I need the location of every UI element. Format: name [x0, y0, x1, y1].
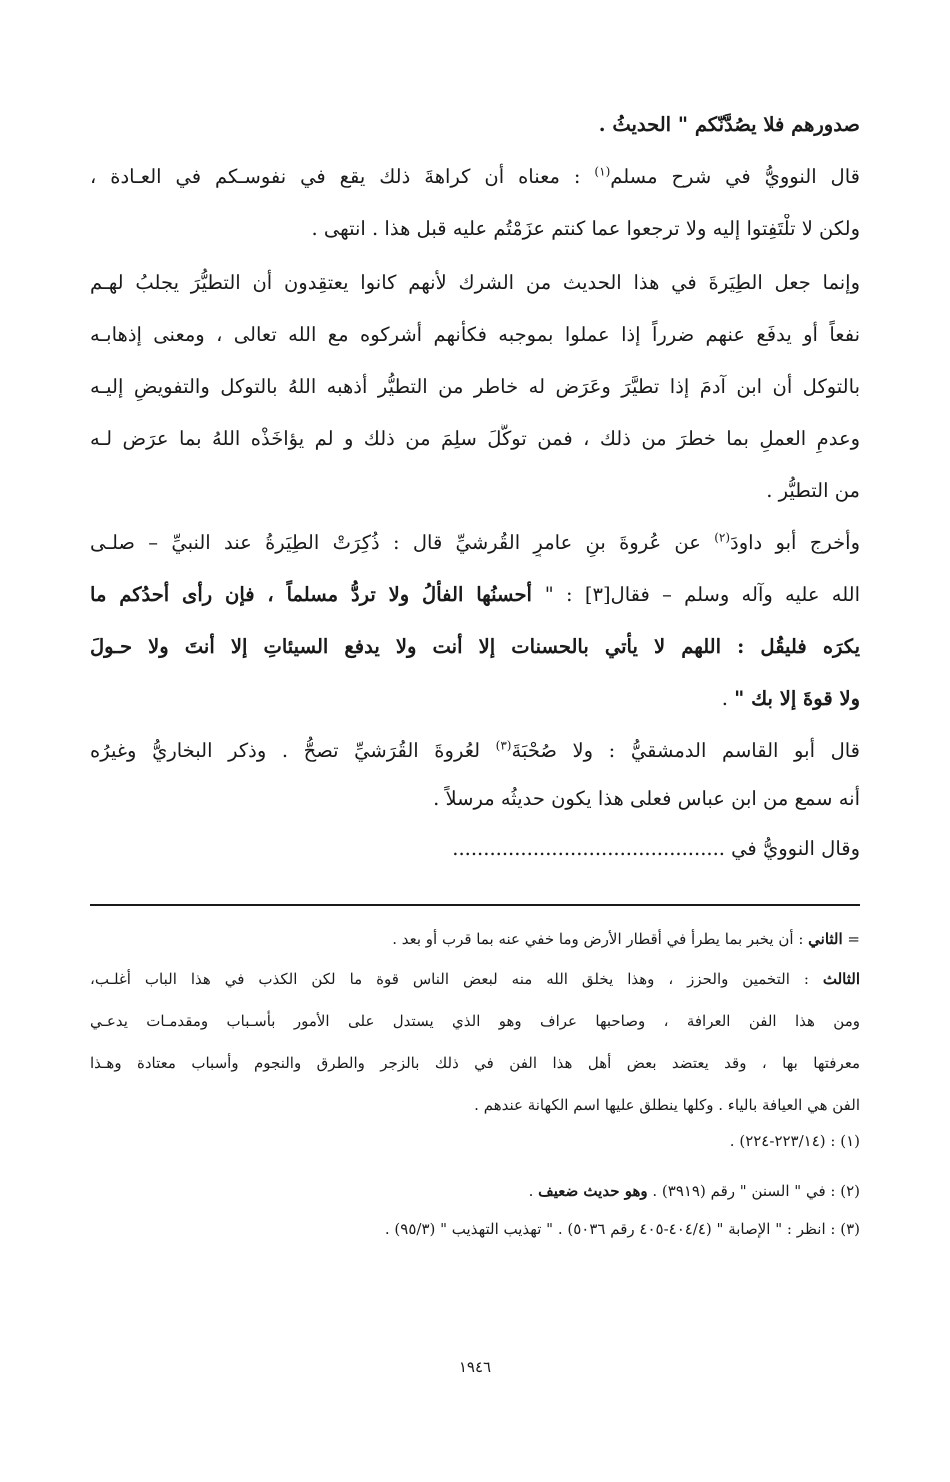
text-span: ومن هذا الفن العرافة ، وصاحبها عراف وهو الذي يستدل على الأمور بأسـباب ومقدمـات يدعـي — [90, 1012, 860, 1030]
text-span: عن عُروةَ بنِ عامرٍ القُرشيِّ قال : ذُكِرَتْ الطِيَرةُ عند النبيِّ – صلـى — [90, 531, 715, 554]
text-span: الثالث — [822, 970, 860, 988]
text-line — [90, 528, 860, 557]
text-span: وأخرج أبو داودَ — [730, 531, 860, 554]
footnote-line — [90, 1130, 860, 1153]
footnote-entry: (٣) : انظر : " الإصابة " (٤٠٤/٤-٤٠٥ رقم ٥٠٣٦) . " تهذيب التهذيب " (٩٥/٣) . — [384, 1220, 860, 1238]
text-span: من التطيُّر . — [766, 479, 860, 502]
text-span: قال النوويُّ في شرح مسلم — [610, 165, 860, 188]
text-line — [90, 162, 860, 191]
text-span: : أن يخبر بما يطرأ في أقطار الأرض وما خفي عنه بما قرب أو بعد . — [392, 930, 809, 948]
text-line — [90, 736, 860, 765]
text-line — [90, 268, 860, 297]
text-line — [90, 784, 860, 813]
footnote-ref: (٣) — [495, 738, 512, 753]
footnote-line — [90, 968, 860, 991]
text-span: . — [721, 687, 735, 710]
footnote-ref: (١) — [594, 164, 611, 179]
text-span: الثاني — [808, 930, 843, 948]
hadith-text: ولا قوةَ إلا بك " — [734, 687, 860, 710]
text-span: نفعاً أو يدفَع عنهم ضرراً إذا عملوا بموجبه فكأنهم أشركوه مع الله تعالى ، ومعنى إذهابـه — [90, 323, 860, 346]
footnote-line — [90, 1180, 860, 1203]
text-line — [90, 834, 860, 863]
text-span: الفن هي العيافة بالياء . وكلها ينطلق عليها اسم الكهانة عندهم . — [474, 1096, 860, 1114]
text-span: وعدمِ العملِ بما خطرَ من ذلك ، فمن توكَّلَ سلِمَ من ذلك و لم يؤاخَذْه اللهُ بما عرَض لـه — [90, 427, 860, 450]
footnote-ref: (٢) — [714, 530, 731, 545]
text-span: لعُروةَ القُرَشيِّ تصحُّ . وذكر البخاريُّ وغيرُه — [90, 739, 496, 762]
footnote-divider — [90, 904, 860, 906]
text-span: وقال النوويُّ في ............................................ — [452, 837, 860, 860]
footnote-line — [90, 928, 860, 951]
footnote-entry: (١) : (٢٢٣/١٤-٢٢٤) . — [729, 1132, 860, 1150]
page-number: ١٩٤٦ — [458, 1358, 492, 1376]
text-line — [90, 684, 860, 713]
hadith-text: أحسنُها الفألُ ولا تردُّ مسلماً ، فإن رأى أحدُكم ما — [90, 583, 545, 606]
text-line — [90, 214, 860, 243]
text-span: . — [528, 1182, 539, 1200]
footnote-line — [90, 1052, 860, 1075]
text-span: قال أبو القاسم الدمشقيُّ : ولا صُحْبَةَ — [511, 739, 860, 762]
text-span: الله عليه وآله وسلم – فقال[٣] : " — [544, 583, 860, 606]
hadith-text: يكرَه فليقُل : اللهم لا يأتي بالحسنات إلا أنت ولا يدفع السيئاتِ إلا أنتَ ولا حـولَ — [90, 635, 860, 658]
text-span: أنه سمع من ابن عباس فعلى هذا يكون حديثُه مرسلاً . — [433, 787, 860, 810]
text-line — [90, 632, 860, 661]
text-span: : معناه أن كراهةَ ذلك يقع في نفوسـكم في العـادة ، — [90, 165, 595, 188]
text-line — [90, 424, 860, 453]
text-span: : التخمين والحزز ، وهذا يخلق الله منه لبعض الناس قوة ما لكن الكذب في هذا الباب أغلـب، — [90, 970, 823, 988]
text-span: ولكن لا تلْتَفِتوا إليه ولا ترجعوا عما كنتم عزَمْتُم عليه قبل هذا . انتهى . — [311, 217, 860, 240]
text-line — [90, 580, 860, 609]
text-span: وإنما جعل الطِيَرةَ في هذا الحديث من الشرك لأنهم كانوا يعتقِدون أن التطيُّرَ يجلبُ لهـم — [90, 271, 860, 294]
text-span: = — [842, 930, 860, 948]
text-line — [90, 372, 860, 401]
text-span: وهو حديث ضعيف — [538, 1182, 648, 1200]
text-span: معرفتها بها ، وقد يعتضد بعض أهل هذا الفن في ذلك بالزجر والطرق والنجوم وأسباب معتادة وهـذا — [90, 1054, 860, 1072]
text-line — [90, 476, 860, 505]
text-line — [90, 110, 860, 139]
text-span: بالتوكل أن ابن آدمَ إذا تطيَّرَ وعَرَض له خاطر من التطيُّر أذهبه اللهُ بالتوكل والتفويضِ إليـه — [90, 375, 860, 398]
footnote-line — [90, 1094, 860, 1117]
footnote-line — [90, 1010, 860, 1033]
footnote-line — [90, 1218, 860, 1241]
footnote-entry: (٢) : في " السنن " رقم (٣٩١٩) . — [647, 1182, 860, 1200]
text-line — [90, 320, 860, 349]
text-span: صدورهم فلا يصُدَّنّكم " الحديثُ . — [598, 113, 860, 136]
